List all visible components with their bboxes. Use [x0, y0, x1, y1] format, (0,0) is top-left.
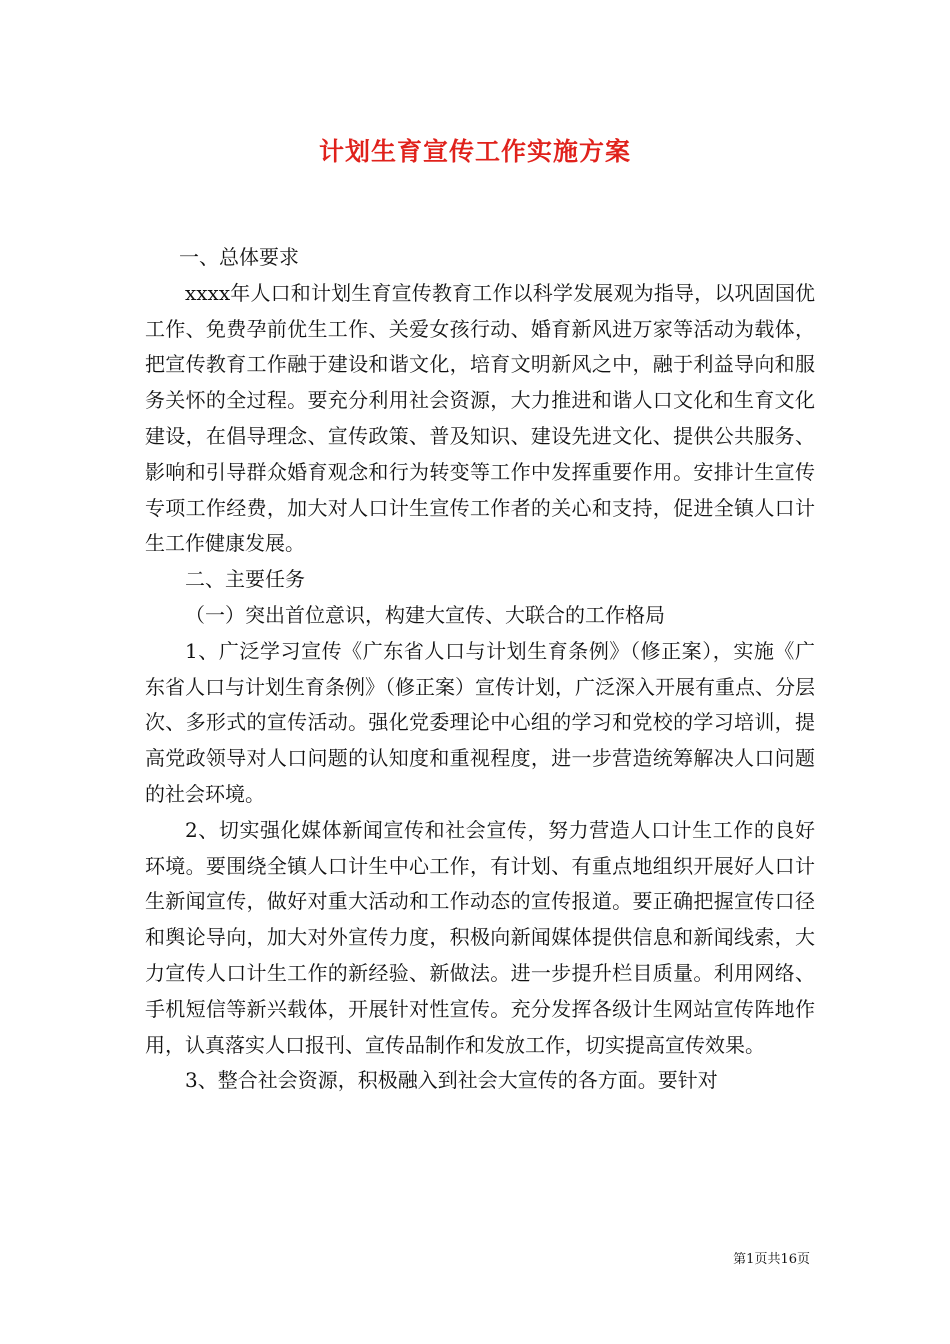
- section-heading-2: 二、主要任务: [185, 567, 305, 592]
- document-title: 计划生育宣传工作实施方案: [318, 137, 631, 166]
- paragraph-item-2: 2、切实强化媒体新闻宣传和社会宣传，努力营造人口计生工作的良好环境。要围绕全镇人口计生中心工作，有计划、有重点地组织开展好人口计生新闻宣传，做好对重大活动和工作动态的宣传报道。要正确把握宣传口径和舆论导向，加大对外宣传力度，积极向新闻媒体提供信息和新闻线索，大力宣传人口计生工作的新经验、新做法。进一步提升栏目质量。利用网络、手机短信等新兴载体，开展针对性宣传。充分发挥各级计生网站宣传阵地作用，认真落实人口报刊、宣传品制作和发放工作，切实提高宣传效果。: [145, 817, 815, 1057]
- subsection-heading-1: （一）突出首位意识，构建大宣传、大联合的工作格局: [185, 602, 665, 627]
- paragraph-item-1: 1、广泛学习宣传《广东省人口与计划生育条例》（修正案），实施《广东省人口与计划生育条例》（修正案）宣传计划，广泛深入开展有重点、分层次、多形式的宣传活动。强化党委理论中心组的学习和党校的学习培训，提高党政领导对人口问题的认知度和重视程度，进一步营造统筹解决人口问题的社会环境。: [145, 638, 815, 806]
- document-body: [145, 240, 815, 1099]
- page-number-footer: 第1页共16页: [733, 1252, 810, 1267]
- paragraph-item-3: 3、整合社会资源，积极融入到社会大宣传的各方面。要针对: [185, 1068, 718, 1093]
- section-heading-1: 一、总体要求: [179, 245, 299, 269]
- paragraph-overview: xxxx年人口和计划生育宣传教育工作以科学发展观为指导，以巩固国优工作、免费孕前优生工作、关爱女孩行动、婚育新风进万家等活动为载体，把宣传教育工作融于建设和谐文化，培育文明新风之中，融于利益导向和服务关怀的全过程。要充分利用社会资源，大力推进和谐人口文化和生育文化建设，在倡导理念、宣传政策、普及知识、建设先进文化、提供公共服务、影响和引导群众婚育观念和行为转变等工作中发挥重要作用。安排计生宣传专项工作经费，加大对人口计生宣传工作者的关心和支持，促进全镇人口计生工作健康发展。: [145, 280, 815, 556]
